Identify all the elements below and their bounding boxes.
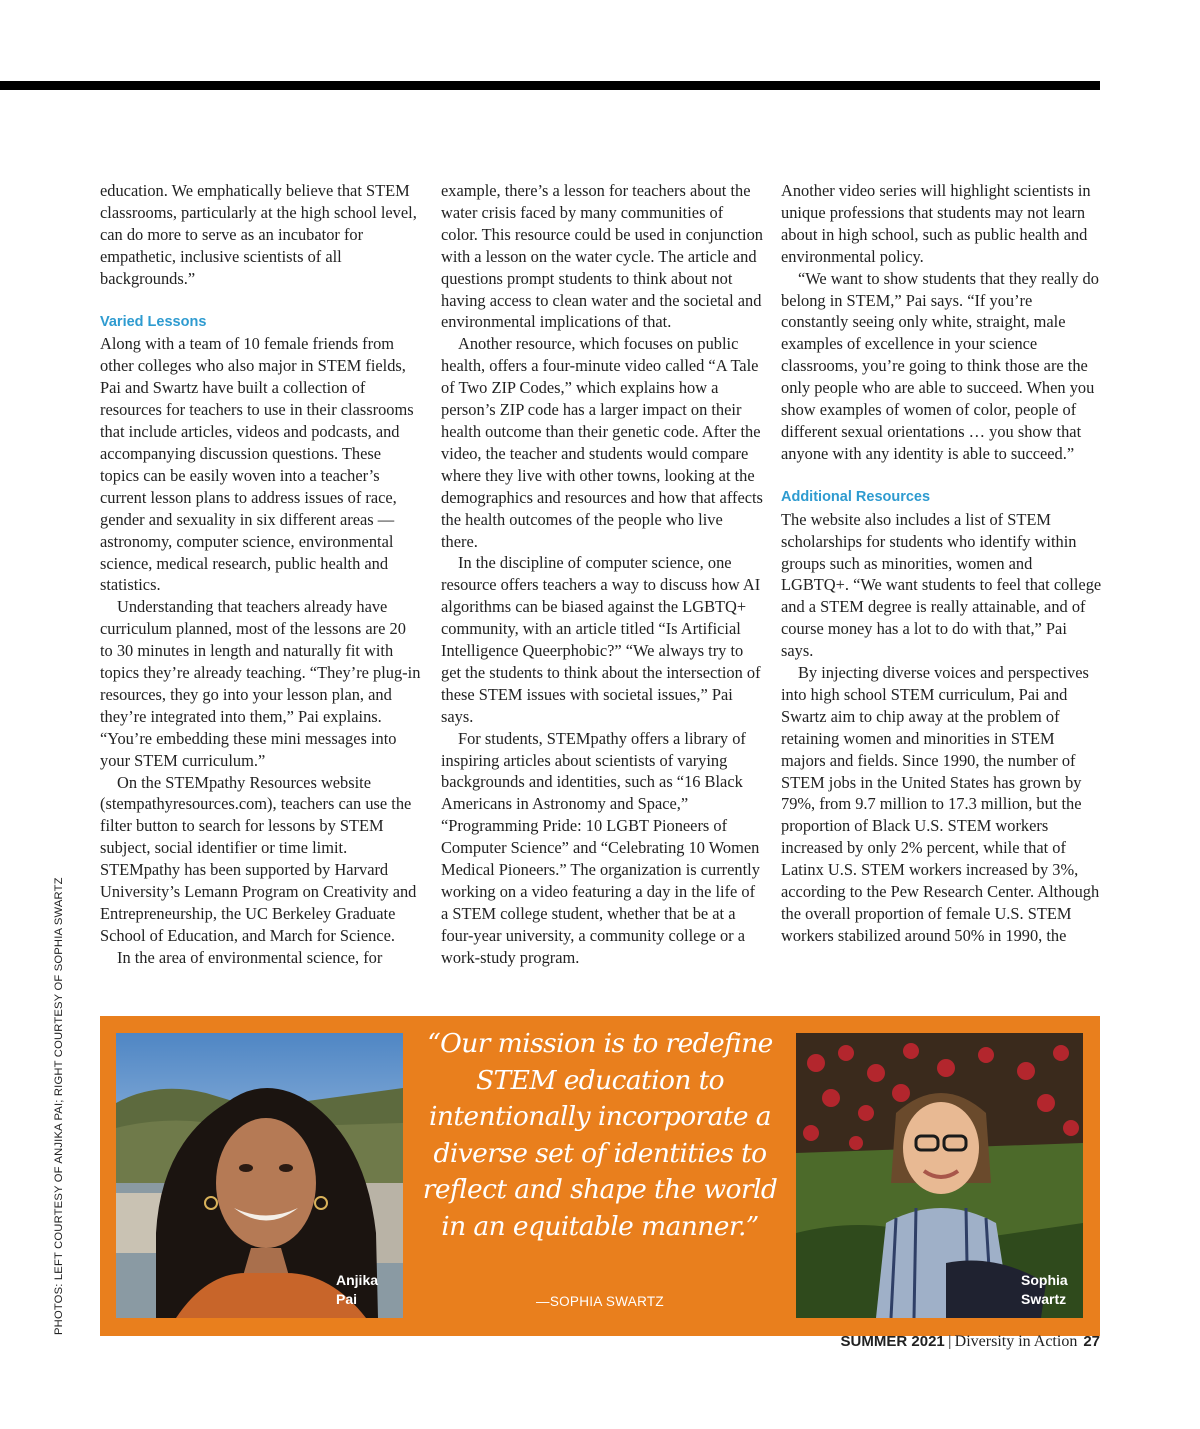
photo-anjika-pai <box>116 1033 403 1318</box>
article-paragraph: Another video series will highlight scientists in unique professions that students may not learn about in high school, such as public health and environmental policy. <box>781 181 1091 266</box>
footer-page-number: 27 <box>1083 1333 1100 1350</box>
page-footer <box>841 1332 1100 1351</box>
footer-issue: SUMMER 2021 <box>840 1333 945 1350</box>
footer-magazine-name: Diversity in Action <box>954 1333 1078 1350</box>
section-heading: Additional Resources <box>781 488 931 505</box>
pull-quote-attribution: —SOPHIA SWARTZ <box>536 1294 664 1309</box>
caption-left-line2: Pai <box>336 1291 358 1307</box>
pull-quote-panel <box>100 1016 1100 1336</box>
article-paragraph: In the discipline of computer science, one resource offers teachers a way to discuss how AI algorithms can be biased against the LGBTQ+ community, with an article titled “Is Artificial Intelligence Queerphobic?” “We always try to get the students to think about the intersection of these STEM issues with societal issues,” Pai says. <box>441 553 761 726</box>
article-paragraph: Along with a team of 10 female friends from other colleges who also major in STEM fields, Pai and Swartz have built a collection of resources for teachers to use in their classrooms that include articles, videos and podcasts, and accompanying discussion questions. These topics can be easily woven into a teacher’s current lesson plans to address issues of race, gender and sexuality in six different areas — astronomy, computer science, environmental science, medical research, public health and statistics. <box>100 334 414 595</box>
pull-quote-text: “Our mission is to redefine STEM education to intentionally incorporate a diverse set of identities to reflect and shape the world in an equitable manner.” <box>422 1028 778 1242</box>
top-rule <box>0 81 1100 90</box>
article-paragraph: “We want to show students that they really do belong in STEM,” Pai says. “If you’re constantly seeing only white, straight, male examples of excellence in your science classrooms, you’re going to think those are the only people who are able to succeed. When you show examples of women of color, people of different sexual orientations … you show that anyone with any identity is able to succeed.” <box>781 268 1099 463</box>
article-paragraph: In the area of environmental science, for <box>117 947 383 967</box>
photo-caption-left <box>336 1271 378 1309</box>
article-column-1 <box>100 180 422 969</box>
article-paragraph: For students, STEMpathy offers a library of inspiring articles about scientists of varying backgrounds and identities, such as “16 Black Americans in Astronomy and Space,” “Programming Pride: 10 LGBT Pioneers of Computer Science” and “Celebrating 10 Women Medical Pioneers.” The organization is currently working on a video featuring a day in the life of a STEM college student, whether that be at a four-year university, a community college or a work-study program. <box>441 728 760 967</box>
article-paragraph: Understanding that teachers already have curriculum planned, most of the lessons are 20 to 30 minutes in length and naturally fit with topics they’re already teaching. “They’re plug-in resources, they go into your lesson plan, and they’re integrated into them,” Pai explains. “You’re embedding these mini messages into your STEM curriculum.” <box>100 597 421 770</box>
caption-right-line2: Swartz <box>1021 1291 1067 1307</box>
photo-sophia-swartz <box>796 1033 1083 1318</box>
article-paragraph: Another resource, which focuses on public health, offers a four-minute video called “A Tale of Two ZIP Codes,” which explains how a person’s ZIP code has a larger impact on their health outcome than their genetic code. After the video, the teacher and students would compare where they live with other towns, looking at the demographics and resources and how that affects the health outcomes of the people who live there. <box>441 334 763 551</box>
article-column-3 <box>781 180 1103 947</box>
caption-right-line1: Sophia <box>1021 1272 1068 1288</box>
photo-credit: PHOTOS: LEFT COURTESY OF ANJIKA PAI; RIGHT COURTESY OF SOPHIA SWARTZ <box>53 877 65 1335</box>
article-paragraph: example, there’s a lesson for teachers about the water crisis faced by many communities of color. This resource could be used in conjunction with a lesson on the water cycle. The article and questions prompt students to think about not having access to clean water and the societal and environmental implications of that. <box>441 181 763 332</box>
article-column-2 <box>441 180 763 969</box>
section-heading: Varied Lessons <box>100 313 207 330</box>
footer-separator: | <box>947 1333 952 1350</box>
photo-caption-right <box>1021 1271 1068 1309</box>
article-paragraph: The website also includes a list of STEM scholarships for students who identify within groups such as minorities, women and LGBTQ+. “We want students to feel that college and a STEM degree is really attainable, and of course money has a lot to do with that,” Pai says. <box>781 509 1102 661</box>
article-paragraph: By injecting diverse voices and perspectives into high school STEM curriculum, Pai and Swartz aim to chip away at the problem of retaining women and minorities in STEM majors and fields. Since 1990, the number of STEM jobs in the United States has grown by 79%, from 9.7 million to 17.3 million, but the proportion of Black U.S. STEM workers increased by only 2% percent, while that of Latinx U.S. STEM workers increased by 3%, according to the Pew Research Center. Although the overall proportion of female U.S. STEM workers stabilized around 50% in 1990, the <box>781 663 1100 945</box>
caption-left-line1: Anjika <box>336 1272 379 1288</box>
article-paragraph: education. We emphatically believe that STEM classrooms, particularly at the high school level, can do more to serve as an incubator for empathetic, inclusive scientists of all backgrounds.” <box>100 181 417 288</box>
article-paragraph: On the STEMpathy Resources website (stempathyresources.com), teachers can use the filter button to search for lessons by STEM subject, social identifier or time limit. STEMpathy has been supported by Harvard University’s Lemann Program on Creativity and Entrepreneurship, the UC Berkeley Graduate School of Education, and March for Science. <box>100 772 417 945</box>
